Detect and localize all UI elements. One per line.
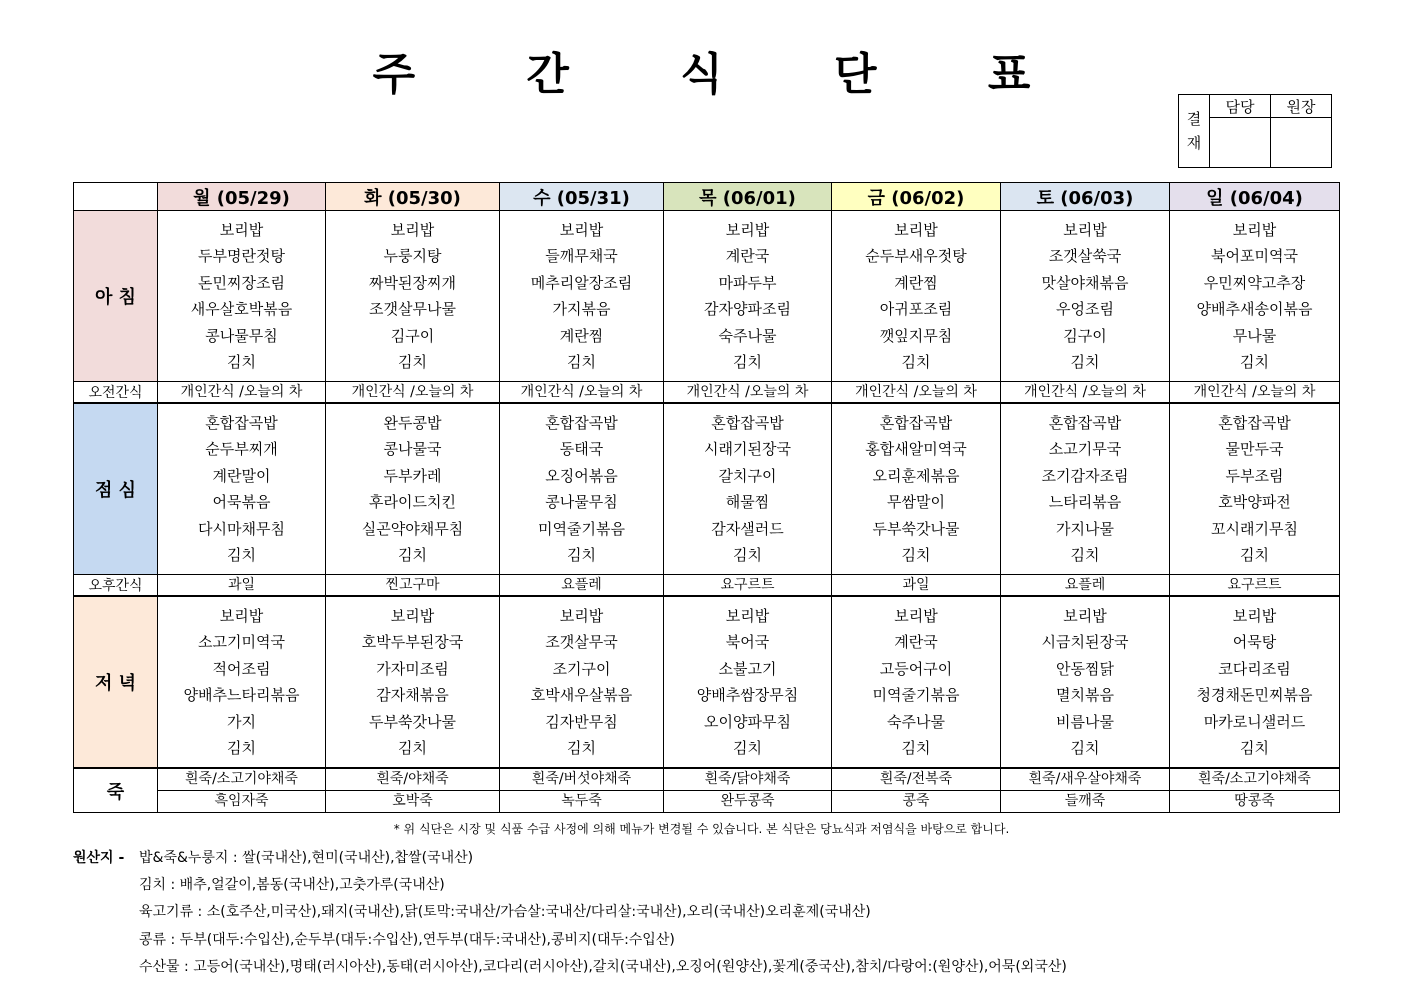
menu-item: 계란찜	[559, 326, 604, 345]
breakfast-cell	[326, 211, 500, 382]
breakfast-row	[74, 211, 1340, 382]
menu-item: 김구이	[1063, 326, 1107, 345]
menu-item: 혼합잡곡밥	[711, 413, 784, 432]
afternoon_snack-cell: 찐고구마	[326, 575, 500, 597]
menu-item: 김치	[1070, 353, 1100, 371]
menu-item: 호박양파전	[1218, 493, 1291, 511]
breakfast-cell	[1001, 211, 1170, 382]
menu-item: 계란찜	[894, 273, 938, 292]
menu-item: 김구이	[390, 326, 435, 345]
menu-item: 두부명란젓탕	[198, 247, 285, 265]
menu-item: 보리밥	[559, 606, 604, 625]
menu-item: 조갯살쑥국	[1048, 247, 1122, 265]
breakfast-cell	[832, 211, 1001, 382]
menu-note: * 위 식단은 시장 및 식품 수급 사정에 의해 메뉴가 변경될 수 있습니다. 본 식단은 당뇨식과 저염식을 바탕으로 합니다.	[393, 822, 1010, 836]
afternoon_snack-cell: 요플레	[500, 575, 664, 597]
menu-item: 보리밥	[219, 220, 264, 239]
menu-item: 보리밥	[1232, 220, 1277, 239]
menu-item: 메추리알장조림	[530, 273, 633, 292]
menu-item: 콩나물무침	[545, 493, 618, 511]
menu-item: 누룽지탕	[383, 247, 442, 265]
menu-item: 조갯살무국	[545, 633, 618, 651]
dinner-cell	[1170, 596, 1340, 768]
menu-item: 두부카레	[383, 466, 442, 485]
origin-line: 수산물 : 고등어(국내산),명태(러시아산),동태(러시아산),코다리(러시아산),갈치(국내산),오징어(원양산),꽃게(중국산),참치/다랑어:(원양산),어묵(외국산)	[139, 958, 1067, 975]
porridge_1-cell: 흰죽/전복죽	[832, 768, 1001, 791]
menu-item: 김자반무침	[545, 712, 618, 731]
menu-item: 김치	[901, 546, 931, 564]
porridge_2-cell: 완두콩죽	[664, 791, 832, 813]
afternoon_snack-cell: 요구르트	[1170, 575, 1340, 597]
menu-item: 물만두국	[1225, 440, 1284, 458]
menu-item: 두부조림	[1225, 466, 1284, 485]
origin-line: 육고기류 : 소(호주산,미국산),돼지(국내산),닭(토막:국내산/가슴살:국내산/다리살:국내산),오리(국내산)오리훈제(국내산)	[139, 904, 871, 921]
dinner-cell	[326, 596, 500, 768]
menu-item: 조기감자조림	[1041, 466, 1129, 485]
menu-item: 우민찌약고추장	[1203, 273, 1306, 292]
menu-item: 오징어볶음	[545, 466, 618, 485]
menu-item: 김치	[1070, 739, 1100, 757]
menu-item: 김치	[398, 546, 427, 564]
meal-label-afternoon-snack: 오후간식	[74, 575, 158, 597]
menu-item: 보리밥	[559, 220, 604, 239]
menu-item: 호박새우살볶음	[530, 686, 633, 704]
lunch-cell	[1001, 403, 1170, 575]
menu-item: 김치	[1240, 546, 1269, 564]
menu-item: 조갯살무나물	[369, 300, 456, 318]
afternoon_snack-cell: 과일	[158, 575, 326, 597]
menu-item: 실곤약야채무침	[361, 519, 464, 538]
menu-item: 마파두부	[718, 273, 777, 292]
day-header-fri: 금 (06/02)	[832, 183, 1001, 211]
approval-manager-label: 담당	[1210, 95, 1271, 118]
menu-item: 보리밥	[219, 606, 264, 625]
afternoon_snack-cell: 요플레	[1001, 575, 1170, 597]
menu-item: 오이양파무침	[704, 712, 791, 731]
menu-item: 호박두부된장국	[361, 633, 464, 651]
menu-item: 혼합잡곡밥	[545, 413, 618, 432]
menu-item: 안동찜닭	[1056, 659, 1114, 678]
menu-item: 돈민찌장조림	[198, 273, 285, 292]
menu-item: 김치	[901, 353, 931, 371]
meal-label-breakfast: 아 침	[74, 211, 158, 382]
afternoon_snack-cell: 요구르트	[664, 575, 832, 597]
menu-item: 가지	[227, 712, 256, 731]
menu-item: 마카로니샐러드	[1203, 712, 1306, 731]
menu-item: 홍합새알미역국	[865, 440, 967, 458]
porridge_1-cell: 흰죽/버섯야채죽	[500, 768, 664, 791]
porridge_2-cell: 땅콩죽	[1170, 791, 1340, 813]
corner-cell	[74, 183, 158, 211]
morning_snack-cell: 개인간식 /오늘의 차	[326, 382, 500, 404]
meal-label-dinner: 저 녁	[74, 596, 158, 768]
dinner-cell	[1001, 596, 1170, 768]
menu-item: 소고기미역국	[198, 633, 285, 651]
menu-item: 순두부찌개	[205, 440, 278, 458]
day-header-tue: 화 (05/30)	[326, 183, 500, 211]
menu-item: 가자미조림	[376, 659, 449, 678]
menu-item: 조기구이	[552, 659, 611, 678]
origin-line: 김치 : 배추,얼갈이,봄동(국내산),고춧가루(국내산)	[139, 877, 445, 894]
dinner-cell	[500, 596, 664, 768]
menu-item: 보리밥	[725, 220, 770, 239]
menu-item: 꼬시래기무침	[1211, 519, 1298, 538]
menu-item: 보리밥	[894, 220, 938, 239]
menu-item: 들깨무채국	[545, 247, 618, 265]
menu-item: 가지볶음	[552, 300, 611, 318]
menu-item: 혼합잡곡밥	[1218, 413, 1291, 432]
menu-item: 콩나물무침	[205, 326, 278, 345]
menu-item: 완두콩밥	[383, 413, 442, 432]
morning-snack-row	[74, 382, 1340, 404]
menu-item: 시금치된장국	[1041, 633, 1129, 651]
day-header-sat: 토 (06/03)	[1001, 183, 1170, 211]
menu-item: 두부쑥갓나물	[872, 519, 960, 538]
dinner-cell	[158, 596, 326, 768]
menu-item: 계란국	[894, 633, 938, 651]
menu-item: 김치	[1240, 739, 1269, 757]
day-header-row	[74, 183, 1340, 211]
porridge_2-cell: 콩죽	[832, 791, 1001, 813]
morning_snack-cell: 개인간식 /오늘의 차	[500, 382, 664, 404]
meal-label-morning-snack: 오전간식	[74, 382, 158, 404]
menu-item: 미역줄기볶음	[872, 686, 960, 704]
menu-item: 시래기된장국	[704, 440, 791, 458]
menu-item: 소불고기	[718, 659, 777, 678]
menu-item: 미역줄기볶음	[538, 519, 625, 538]
menu-item: 동태국	[559, 440, 604, 458]
menu-item: 김치	[567, 353, 596, 371]
menu-item: 숙주나물	[887, 712, 945, 731]
menu-item: 순두부새우젓탕	[865, 247, 967, 265]
menu-item: 멸치볶음	[1056, 686, 1114, 704]
menu-item: 아귀포조림	[879, 300, 953, 318]
morning_snack-cell: 개인간식 /오늘의 차	[1001, 382, 1170, 404]
approval-director-label: 원장	[1271, 95, 1332, 118]
menu-item: 김치	[733, 546, 762, 564]
day-header-sun: 일 (06/04)	[1170, 183, 1340, 211]
menu-item: 보리밥	[1063, 606, 1107, 625]
weekly-menu-table	[73, 182, 1340, 813]
menu-item: 보리밥	[894, 606, 938, 625]
menu-item: 해물찜	[725, 493, 770, 511]
menu-item: 보리밥	[725, 606, 770, 625]
menu-item: 청경채돈민찌볶음	[1196, 686, 1313, 704]
menu-item: 계란국	[725, 247, 770, 265]
menu-item: 김치	[901, 739, 931, 757]
porridge_2-cell: 흑임자죽	[158, 791, 326, 813]
approval-manager-sign[interactable]	[1210, 118, 1271, 168]
porridge-row-2	[74, 791, 1340, 813]
breakfast-cell	[664, 211, 832, 382]
menu-item: 짜박된장찌개	[369, 273, 456, 292]
lunch-cell	[326, 403, 500, 575]
menu-item: 무쌈말이	[887, 493, 945, 511]
menu-item: 김치	[733, 739, 762, 757]
menu-item: 깻잎지무침	[879, 326, 953, 345]
menu-item: 김치	[227, 353, 256, 371]
morning_snack-cell: 개인간식 /오늘의 차	[158, 382, 326, 404]
meal-label-porridge: 죽	[74, 768, 158, 813]
menu-item: 김치	[398, 739, 427, 757]
menu-item: 북어국	[725, 633, 770, 651]
menu-item: 혼합잡곡밥	[205, 413, 278, 432]
menu-item: 김치	[1070, 546, 1100, 564]
menu-item: 오리훈제볶음	[872, 466, 960, 485]
lunch-cell	[832, 403, 1001, 575]
menu-item: 코다리조림	[1218, 659, 1291, 678]
menu-item: 양배추쌈장무침	[696, 686, 799, 704]
porridge_1-cell: 흰죽/소고기야채죽	[158, 768, 326, 791]
porridge-row-1	[74, 768, 1340, 791]
menu-item: 감자샐러드	[711, 519, 784, 538]
porridge_2-cell: 들깨죽	[1001, 791, 1170, 813]
menu-item: 느타리볶음	[1048, 493, 1122, 511]
meal-label-lunch: 점 심	[74, 403, 158, 575]
origin-line: 밥&죽&누룽지 : 쌀(국내산),현미(국내산),찹쌀(국내산)	[139, 850, 474, 866]
breakfast-cell	[158, 211, 326, 382]
breakfast-cell	[1170, 211, 1340, 382]
menu-item: 양배추느타리볶음	[183, 686, 300, 704]
menu-item: 맛살야채볶음	[1041, 273, 1129, 292]
porridge_2-cell: 녹두죽	[500, 791, 664, 813]
menu-item: 북어포미역국	[1211, 247, 1298, 265]
morning_snack-cell: 개인간식 /오늘의 차	[832, 382, 1001, 404]
menu-item: 보리밥	[390, 220, 435, 239]
menu-item: 숙주나물	[718, 326, 777, 345]
menu-item: 보리밥	[390, 606, 435, 625]
menu-item: 후라이드치킨	[369, 493, 456, 511]
lunch-cell	[664, 403, 832, 575]
morning_snack-cell: 개인간식 /오늘의 차	[664, 382, 832, 404]
breakfast-cell	[500, 211, 664, 382]
menu-item: 김치	[567, 546, 596, 564]
porridge_1-cell: 흰죽/새우살야채죽	[1001, 768, 1170, 791]
menu-item: 김치	[227, 739, 256, 757]
dinner-cell	[664, 596, 832, 768]
porridge_1-cell: 흰죽/야채죽	[326, 768, 500, 791]
menu-item: 어묵탕	[1232, 633, 1277, 651]
lunch-row	[74, 403, 1340, 575]
menu-item: 가지나물	[1056, 519, 1114, 538]
menu-item: 적어조림	[212, 659, 271, 678]
lunch-cell	[500, 403, 664, 575]
menu-item: 새우살호박볶음	[190, 300, 293, 318]
origin-info	[73, 845, 1067, 981]
menu-item: 소고기무국	[1048, 440, 1122, 458]
approval-label: 결 재	[1179, 95, 1210, 168]
menu-item: 혼합잡곡밥	[879, 413, 953, 432]
menu-item: 김치	[1240, 353, 1269, 371]
menu-item: 양배추새송이볶음	[1196, 300, 1313, 318]
menu-item: 감자채볶음	[376, 686, 449, 704]
afternoon-snack-row	[74, 575, 1340, 597]
morning_snack-cell: 개인간식 /오늘의 차	[1170, 382, 1340, 404]
menu-item: 계란말이	[212, 466, 271, 485]
lunch-cell	[158, 403, 326, 575]
menu-item: 고등어구이	[879, 659, 953, 678]
menu-item: 혼합잡곡밥	[1048, 413, 1122, 432]
menu-item: 콩나물국	[383, 440, 442, 458]
menu-item: 갈치구이	[718, 466, 777, 485]
menu-item: 김치	[398, 353, 427, 371]
day-header-mon: 월 (05/29)	[158, 183, 326, 211]
menu-item: 김치	[567, 739, 596, 757]
menu-item: 보리밥	[1232, 606, 1277, 625]
menu-item: 비름나물	[1056, 712, 1114, 731]
dinner-row	[74, 596, 1340, 768]
page-title: 주 간 식 단 표	[372, 49, 1079, 100]
menu-item: 어묵볶음	[212, 493, 271, 511]
origin-label: 원산지 -	[73, 850, 125, 866]
approval-box	[1178, 94, 1332, 168]
menu-item: 보리밥	[1063, 220, 1107, 239]
menu-item: 다시마채무침	[198, 519, 285, 538]
menu-item: 김치	[733, 353, 762, 371]
porridge_1-cell: 흰죽/닭야채죽	[664, 768, 832, 791]
origin-line: 콩류 : 두부(대두:수입산),순두부(대두:수입산),연두부(대두:국내산),콩비지(대두:수입산)	[139, 931, 675, 948]
approval-director-sign[interactable]	[1271, 118, 1332, 168]
day-header-wed: 수 (05/31)	[500, 183, 664, 211]
day-header-thu: 목 (06/01)	[664, 183, 832, 211]
dinner-cell	[832, 596, 1001, 768]
menu-item: 감자양파조림	[704, 300, 791, 318]
menu-item: 무나물	[1232, 326, 1277, 345]
menu-item: 우엉조림	[1056, 300, 1114, 318]
porridge_1-cell: 흰죽/소고기야채죽	[1170, 768, 1340, 791]
porridge_2-cell: 호박죽	[326, 791, 500, 813]
menu-item: 두부쑥갓나물	[369, 712, 456, 731]
lunch-cell	[1170, 403, 1340, 575]
afternoon_snack-cell: 과일	[832, 575, 1001, 597]
menu-item: 김치	[227, 546, 256, 564]
